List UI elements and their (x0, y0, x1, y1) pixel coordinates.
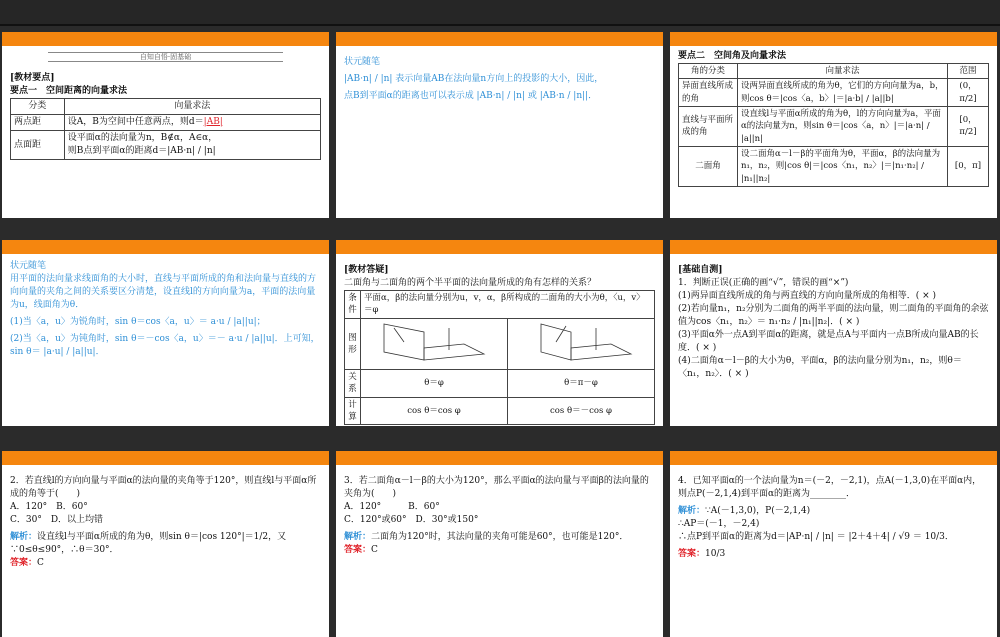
table-cell: 关系 (345, 370, 361, 398)
table-cell: 条件 (345, 291, 361, 319)
slide-4[interactable] (2, 240, 329, 426)
table-cell: 两点距 (11, 115, 65, 131)
statement: (4)二面角α－l－β的大小为θ，平面α，β的法向量分别为n₁，n₂，则θ＝〈n₁，n₂〉．( × ) (678, 356, 962, 380)
slide-5[interactable] (336, 240, 663, 426)
heading: [教材答疑] (344, 265, 389, 275)
solution-label: 解析： (344, 532, 372, 543)
table-cell: cos θ＝－cos φ (508, 397, 655, 425)
options: C．120°或60° D．30°或150° (344, 515, 479, 526)
question: 2．若直线l的方向向量与平面α的法向量的夹角等于120°，则直线l与平面α所成的角等于( ) (10, 476, 317, 500)
solution-text: ∴点P到平面α的距离为d＝|AP·n| / |n| ＝ |2＋4＋4| / √9 ＝ 10/3． (678, 532, 954, 543)
section-title: 要点二 空间角及向量求法 (678, 51, 787, 61)
table-cell: 异面直线所成的角 (679, 79, 738, 107)
table-cell: 设平面α的法向量为n，B∉α，A∈α， 则B点到平面α的距离d＝|AB·n| / |n| (64, 131, 320, 160)
slide-header-bar (2, 451, 329, 465)
slide-header-bar (2, 240, 329, 254)
distance-table (10, 98, 321, 160)
question: 4．已知平面α的一个法向量为n＝(－2，－2,1)，点A(－1,3,0)在平面α内，则点P(－2,1,4)到平面α的距离为________． (678, 476, 982, 500)
question: 1．判断正误(正确的画“√”，错误的画“×”) (678, 278, 849, 289)
heading: [基础自测] (678, 265, 723, 275)
answer-label: 答案： (678, 549, 706, 560)
note-line: 点B到平面α的距离也可以表示成 |AB·n| / |n| 或 |AB·n / |n||． (344, 91, 598, 102)
statement: (3)平面α外一点A到平面α的距离，就是点A与平面内一点B所成向量AB的长度．( × ) (678, 330, 979, 354)
table-cell: 计算 (345, 397, 361, 425)
slide-header-bar (336, 240, 663, 254)
note-line: |AB·n| / |n| 表示向量AB在法向量n方向上的投影的大小，因此， (344, 74, 604, 85)
note-line: (2)当〈a，u〉为钝角时，sin θ＝－cos〈a，u〉＝－ a·u / |a||u|．上可知，sin θ＝ |a·u| / |a||u|． (10, 334, 320, 358)
solution-text: 设直线l与平面α所成的角为θ，则sin θ＝|cos 120°|＝1/2，又∵0≤θ≤90°，∴θ＝30°． (10, 532, 287, 556)
answer-value: C (37, 558, 44, 569)
slide-header-bar (2, 32, 329, 46)
figure-cell (361, 318, 508, 369)
table-header: 范围 (948, 64, 989, 79)
solution-text: 二面角为120°时，其法向量的夹角可能是60°，也可能是120°． (371, 532, 629, 543)
slide-3[interactable] (670, 32, 997, 218)
dihedral-table (344, 290, 655, 425)
dihedral-figure-obtuse (511, 320, 651, 364)
slide-header-bar (336, 451, 663, 465)
note-title: 状元随笔 (344, 57, 381, 67)
top-bar (0, 0, 1000, 26)
slide-header-bar (336, 32, 663, 46)
table-cell: (0，π/2] (948, 79, 989, 107)
section-banner: 自知自悟·固基础 (48, 52, 283, 62)
answer-blank: |AB| (203, 117, 223, 128)
table-cell: 直线与平面所成的角 (679, 106, 738, 146)
table-cell: 点面距 (11, 131, 65, 160)
slide-header-bar (670, 451, 997, 465)
table-header: 分类 (11, 99, 65, 115)
solution-label: 解析： (10, 532, 38, 543)
table-cell: 图形 (345, 318, 361, 369)
slide-header-bar (670, 32, 997, 46)
table-cell: 设二面角α－l－β的平面角为θ，平面α，β的法向量为n₁，n₂，则|cos θ|＝|cos〈n₁，n₂〉|＝|n₁·n₂| / |n₁||n₂| (738, 146, 948, 186)
angle-table (678, 63, 989, 187)
table-cell: 设两异面直线所成的角为θ，它们的方向向量为a，b，则cos θ＝|cos〈a，b〉|＝|a·b| / |a||b| (738, 79, 948, 107)
solution-text: ∵A(－1,3,0)，P(－2,1,4) (705, 506, 811, 517)
table-cell: cos θ＝cos φ (361, 397, 508, 425)
slide-8[interactable] (336, 451, 663, 637)
table-header: 向量求法 (738, 64, 948, 79)
table-cell: [0，π] (948, 146, 989, 186)
slide-9[interactable] (670, 451, 997, 637)
note-line: (1)当〈a，u〉为锐角时，sin θ＝cos〈a，u〉＝ a·u / |a||u|； (10, 317, 266, 328)
answer-value: C (371, 545, 378, 556)
section-title: 要点一 空间距离的向量求法 (10, 86, 128, 97)
answer-label: 答案： (10, 558, 38, 569)
table-cell: θ＝π－φ (508, 370, 655, 398)
slide-7[interactable] (2, 451, 329, 637)
solution-label: 解析： (678, 506, 706, 517)
slide-2[interactable] (336, 32, 663, 218)
table-header: 角的分类 (679, 64, 738, 79)
options: A．120° B．60° (344, 502, 440, 513)
options: A．120° B．60° (10, 502, 88, 513)
statement: (1)两异面直线所成的角与两直线的方向向量所成的角相等．( × ) (678, 291, 937, 302)
answer-label: 答案： (344, 545, 372, 556)
slide-header-bar (670, 240, 997, 254)
heading: [教材要点] (10, 73, 55, 83)
dihedral-figure-acute (364, 320, 504, 364)
statement: (2)若向量n₁，n₂分别为二面角的两半平面的法向量，则二面角的平面角的余弦值为cos〈n₁，n₂〉＝ n₁·n₂ / |n₁||n₂|．( × ) (678, 304, 989, 328)
slide-1[interactable] (2, 32, 329, 218)
note-line: 用平面的法向量求线面角的大小时，直线与平面所成的角和法向量与直线的方向向量的夹角之间的关系要区分清楚，设直线l的方向向量为a，平面的法向量为u，线面角为θ． (10, 274, 317, 311)
options: C．30° D．以上均错 (10, 515, 104, 526)
table-cell: θ＝φ (361, 370, 508, 398)
note-title: 状元随笔 (10, 261, 47, 271)
solution-text: ∴AP＝(－1，－2,4) (678, 519, 760, 530)
slide-6[interactable] (670, 240, 997, 426)
table-cell: 设直线l与平面α所成的角为θ，l的方向向量为a，平面α的法向量为n，则sin θ＝|cos〈a，n〉|＝|a·n| / |a||n| (738, 106, 948, 146)
table-cell: [0，π/2] (948, 106, 989, 146)
answer-value: 10/3 (705, 549, 726, 560)
figure-cell (508, 318, 655, 369)
table-cell: 设A，B为空间中任意两点，则d＝|AB| (64, 115, 320, 131)
question: 3．若二面角α－l－β的大小为120°，那么平面α的法向量与平面β的法向量的夹角为( ) (344, 476, 649, 500)
table-cell: 二面角 (679, 146, 738, 186)
table-header: 向量求法 (64, 99, 320, 115)
question: 二面角与二面角的两个半平面的法向量所成的角有怎样的关系？ (344, 278, 597, 289)
table-cell: 平面α，β的法向量分别为u，v，α，β所构成的二面角的大小为θ，〈u，v〉＝φ (361, 291, 655, 319)
